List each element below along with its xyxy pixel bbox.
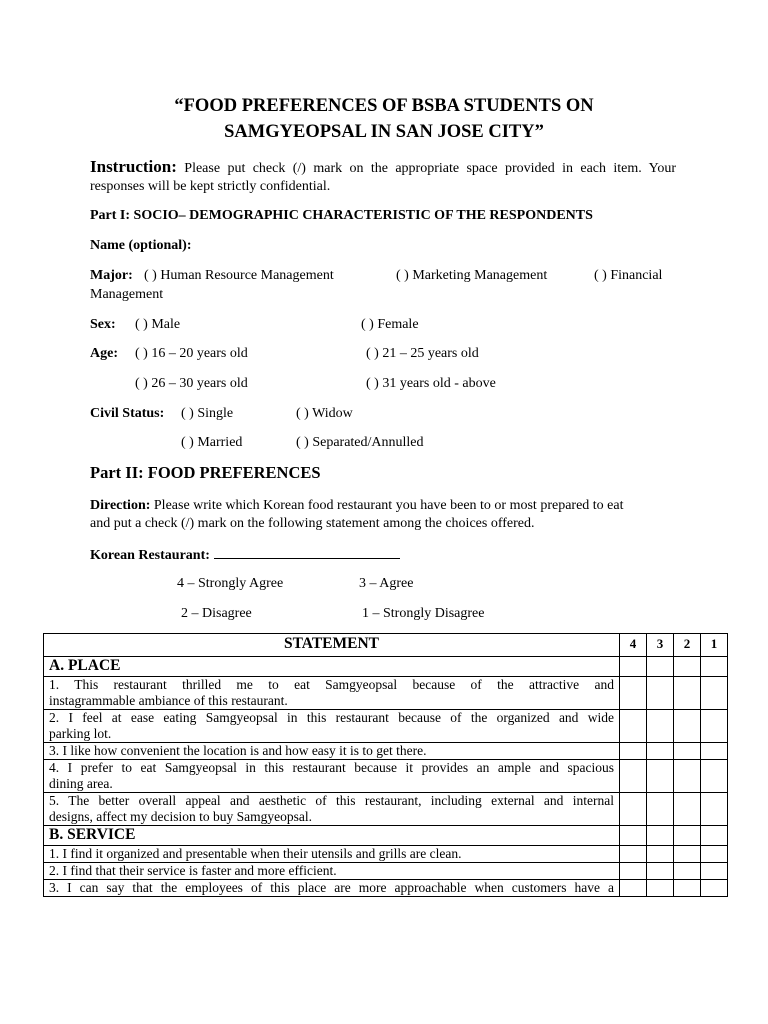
statement-text: 2. I find that their service is faster and more efficient. (49, 863, 337, 878)
statement-text: 3. I like how convenient the location is and how easy it is to get there. (49, 743, 427, 758)
direction-line-1 (90, 497, 676, 515)
cell (647, 657, 674, 677)
korean-restaurant-label: Korean Restaurant: (90, 548, 210, 563)
statement-text: 1. I find it organized and presentable when their utensils and grills are clean. (49, 846, 462, 861)
statement-cell (44, 863, 620, 880)
rating-cell-4[interactable] (620, 677, 647, 710)
part1-heading: Part I: SOCIO– DEMOGRAPHIC CHARACTERISTIC OF THE RESPONDENTS (90, 208, 593, 223)
direction-label: Direction: (90, 498, 151, 513)
civil-option-widow[interactable]: ( ) Widow (296, 406, 353, 421)
part2-heading: Part II: FOOD PREFERENCES (90, 463, 321, 482)
rating-cell-1[interactable] (701, 710, 728, 743)
age-option-26-30[interactable]: ( ) 26 – 30 years old (135, 376, 248, 391)
rating-cell-4[interactable] (620, 793, 647, 826)
statement-cell (44, 846, 620, 863)
rating-cell-2[interactable] (674, 760, 701, 793)
direction-text-1: Please write which Korean food restaurant you have been to or most prepared to eat (153, 498, 624, 513)
statement-text-cont: dining area. (49, 776, 113, 791)
statement-table (43, 633, 728, 897)
col-header-3: 3 (647, 634, 674, 657)
instruction-line-1 (90, 158, 676, 178)
major-option-financial-cont: Management (90, 287, 164, 302)
statement-text: 3. I can say that the employees of this place are more approachable when customers have a (49, 880, 614, 895)
scale-2: 2 – Disagree (181, 606, 252, 621)
rating-cell-3[interactable] (647, 863, 674, 880)
rating-cell-2[interactable] (674, 846, 701, 863)
rating-cell-1[interactable] (701, 863, 728, 880)
rating-cell-3[interactable] (647, 710, 674, 743)
statement-text-cont: designs, affect my decision to buy Samgyeopsal. (49, 809, 312, 824)
statement-cell (44, 710, 620, 743)
col-header-2: 2 (674, 634, 701, 657)
cell (647, 826, 674, 846)
table-row (44, 846, 728, 863)
rating-cell-2[interactable] (674, 677, 701, 710)
table-row (44, 880, 728, 897)
table-row (44, 760, 728, 793)
rating-cell-2[interactable] (674, 863, 701, 880)
korean-restaurant-blank[interactable] (214, 545, 400, 559)
col-header-1: 1 (701, 634, 728, 657)
cell (620, 826, 647, 846)
rating-cell-4[interactable] (620, 743, 647, 760)
section-row-place (44, 657, 728, 677)
table-row (44, 793, 728, 826)
rating-cell-4[interactable] (620, 863, 647, 880)
direction-text-2: and put a check (/) mark on the following statement among the choices offered. (90, 516, 535, 531)
cell (674, 657, 701, 677)
cell (620, 657, 647, 677)
age-label: Age: (90, 346, 118, 361)
title-line-2: SAMGYEOPSAL IN SAN JOSE CITY” (224, 122, 544, 142)
rating-cell-4[interactable] (620, 710, 647, 743)
civil-option-separated[interactable]: ( ) Separated/Annulled (296, 435, 424, 450)
rating-cell-3[interactable] (647, 677, 674, 710)
section-row-service (44, 826, 728, 846)
sex-option-male[interactable]: ( ) Male (135, 317, 181, 332)
cell (701, 657, 728, 677)
instruction-text-1: Please put check (/) mark on the appropriate space provided in each item. Your (184, 161, 677, 176)
major-option-financial[interactable]: ( ) Financial (594, 268, 663, 283)
statement-header: STATEMENT (44, 634, 620, 657)
sex-label: Sex: (90, 317, 116, 332)
major-option-marketing[interactable]: ( ) Marketing Management (396, 268, 548, 283)
title-line-1: “FOOD PREFERENCES OF BSBA STUDENTS ON (174, 96, 594, 116)
rating-cell-1[interactable] (701, 793, 728, 826)
major-label: Major: (90, 268, 133, 283)
rating-cell-1[interactable] (701, 846, 728, 863)
rating-cell-4[interactable] (620, 846, 647, 863)
section-title-place: A. PLACE (44, 657, 620, 677)
rating-cell-3[interactable] (647, 793, 674, 826)
major-option-hrm[interactable]: ( ) Human Resource Management (144, 268, 334, 283)
statement-text: 2. I feel at ease eating Samgyeopsal in this restaurant because of the organized and wide (49, 710, 614, 725)
cell (674, 826, 701, 846)
scale-3: 3 – Agree (359, 576, 414, 591)
rating-cell-2[interactable] (674, 710, 701, 743)
rating-cell-3[interactable] (647, 880, 674, 897)
statement-text-cont: instagrammable ambiance of this restaurant. (49, 693, 288, 708)
cell (701, 826, 728, 846)
rating-cell-3[interactable] (647, 846, 674, 863)
table-row (44, 710, 728, 743)
col-header-4: 4 (620, 634, 647, 657)
civil-option-married[interactable]: ( ) Married (181, 435, 243, 450)
statement-text-cont: parking lot. (49, 726, 112, 741)
statement-cell (44, 760, 620, 793)
rating-cell-3[interactable] (647, 743, 674, 760)
age-option-21-25[interactable]: ( ) 21 – 25 years old (366, 346, 479, 361)
age-option-31-above[interactable]: ( ) 31 years old - above (366, 376, 496, 391)
table-row (44, 677, 728, 710)
rating-cell-4[interactable] (620, 880, 647, 897)
statement-text: 1. This restaurant thrilled me to eat Samgyeopsal because of the attractive and (49, 677, 614, 692)
rating-cell-4[interactable] (620, 760, 647, 793)
rating-cell-1[interactable] (701, 760, 728, 793)
rating-cell-1[interactable] (701, 677, 728, 710)
rating-cell-1[interactable] (701, 880, 728, 897)
rating-cell-2[interactable] (674, 880, 701, 897)
civil-option-single[interactable]: ( ) Single (181, 406, 234, 421)
instruction-label: Instruction: (90, 157, 177, 176)
age-option-16-20[interactable]: ( ) 16 – 20 years old (135, 346, 248, 361)
statement-cell (44, 743, 620, 760)
scale-4: 4 – Strongly Agree (177, 576, 284, 591)
rating-cell-2[interactable] (674, 743, 701, 760)
rating-cell-3[interactable] (647, 760, 674, 793)
scale-1: 1 – Strongly Disagree (362, 606, 485, 621)
statement-text: 4. I prefer to eat Samgyeopsal in this restaurant because it provides an ample and spacious (49, 760, 614, 775)
instruction-text-2: responses will be kept strictly confidential. (90, 179, 331, 194)
sex-option-female[interactable]: ( ) Female (361, 317, 419, 332)
table-row (44, 743, 728, 760)
civil-status-label: Civil Status: (90, 406, 165, 421)
table-row (44, 863, 728, 880)
name-label: Name (optional): (90, 238, 192, 253)
statement-cell (44, 793, 620, 826)
statement-cell (44, 677, 620, 710)
statement-cell (44, 880, 620, 897)
rating-cell-2[interactable] (674, 793, 701, 826)
statement-text: 5. The better overall appeal and aesthetic of this restaurant, including external and internal (49, 793, 614, 808)
rating-cell-1[interactable] (701, 743, 728, 760)
section-title-service: B. SERVICE (44, 826, 620, 846)
korean-restaurant-field (90, 545, 400, 565)
